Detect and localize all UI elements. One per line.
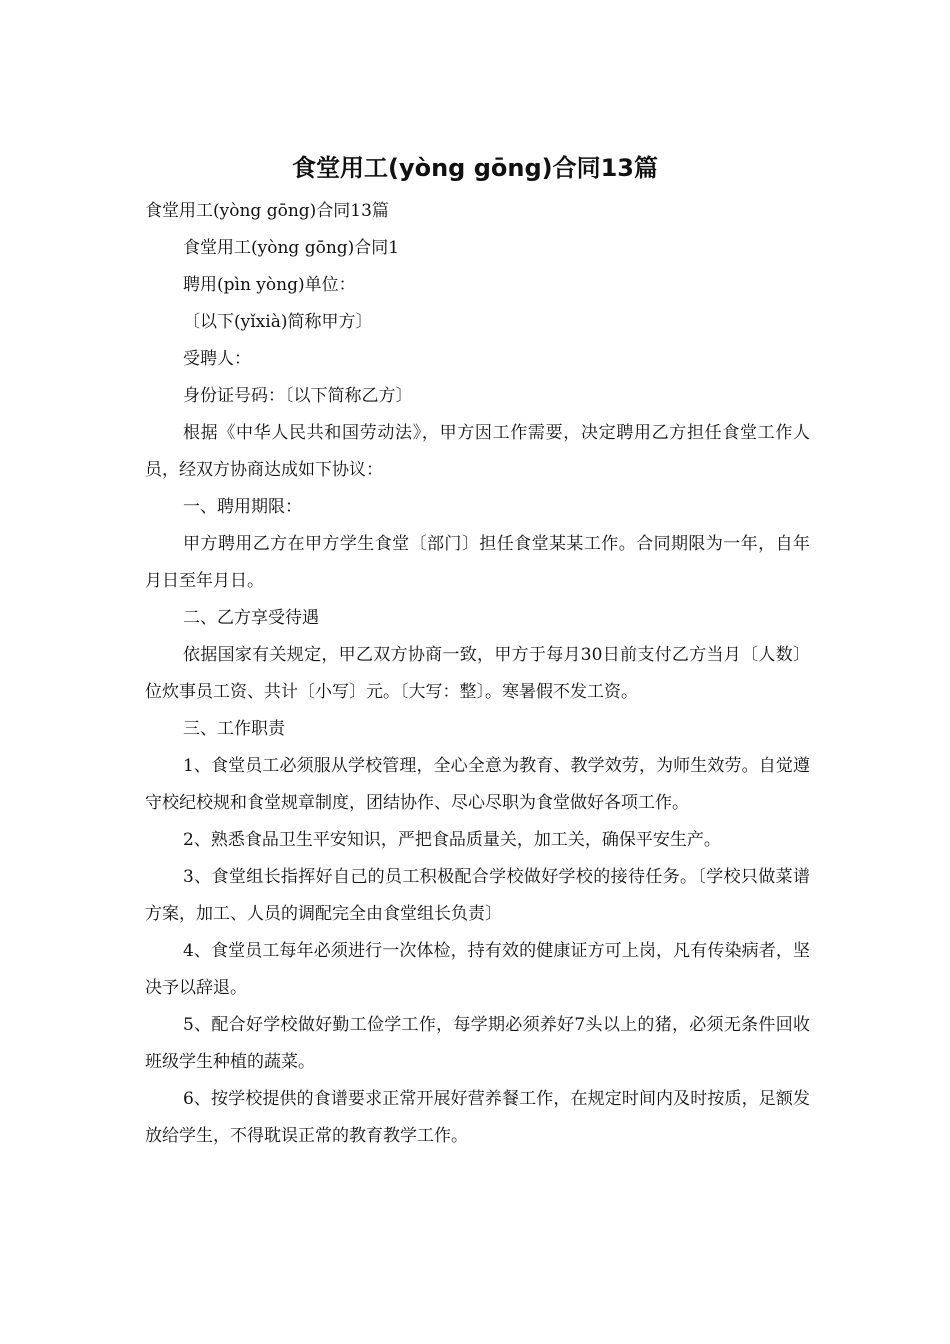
paragraph: 聘用(pìn yòng)单位：: [183, 275, 356, 295]
document-title: 食堂用工(yòng gōng)合同13篇: [291, 154, 659, 182]
paragraph: 受聘人：: [183, 349, 251, 369]
section-heading: 一、聘用期限：: [183, 497, 302, 517]
list-item: 6、按学校提供的食谱要求正常开展好营养餐工作，在规定时间内及时按质，足额发放给学生，不得耽误正常的教育教学工作。: [145, 1089, 810, 1146]
section-heading: 二、乙方享受待遇: [183, 608, 319, 628]
list-item: 5、配合好学校做好勤工俭学工作，每学期必须养好7头以上的猪，必须无条件回收班级学生种植的蔬菜。: [145, 1015, 810, 1072]
list-item: 1、食堂员工必须服从学校管理，全心全意为教育、教学效劳，为师生效劳。自觉遵守校纪校规和食堂规章制度，团结协作、尽心尽职为食堂做好各项工作。: [145, 756, 810, 813]
paragraph: 身份证号码：〔以下简称乙方〕: [183, 386, 413, 406]
list-item: 2、熟悉食品卫生平安知识，严把食品质量关，加工关，确保平安生产。: [183, 830, 721, 850]
paragraph: 〔以下(yǐxià)简称甲方〕: [183, 312, 373, 332]
paragraph: 依据国家有关规定，甲乙双方协商一致，甲方于每月30日前支付乙方当月〔人数〕位炊事员工资、共计〔小写〕元。〔大写：整〕。寒暑假不发工资。: [145, 645, 810, 702]
section-heading: 三、工作职责: [183, 719, 285, 739]
paragraph: 根据《中华人民共和国劳动法》，甲方因工作需要，决定聘用乙方担任食堂工作人员，经双方协商达成如下协议：: [145, 423, 810, 480]
paragraph: 食堂用工(yòng gōng)合同1: [183, 238, 400, 258]
paragraph: 甲方聘用乙方在甲方学生食堂〔部门〕担任食堂某某工作。合同期限为一年，自年月日至年月日。: [145, 534, 810, 591]
document-body: [145, 193, 810, 1155]
list-item: 4、食堂员工每年必须进行一次体检，持有效的健康证方可上岗，凡有传染病者，坚决予以辞退。: [145, 941, 810, 998]
list-item: 3、食堂组长指挥好自己的员工积极配合学校做好学校的接待任务。〔学校只做菜谱方案，加工、人员的调配完全由食堂组长负责〕: [145, 867, 810, 924]
paragraph: 食堂用工(yòng gōng)合同13篇: [145, 201, 389, 221]
